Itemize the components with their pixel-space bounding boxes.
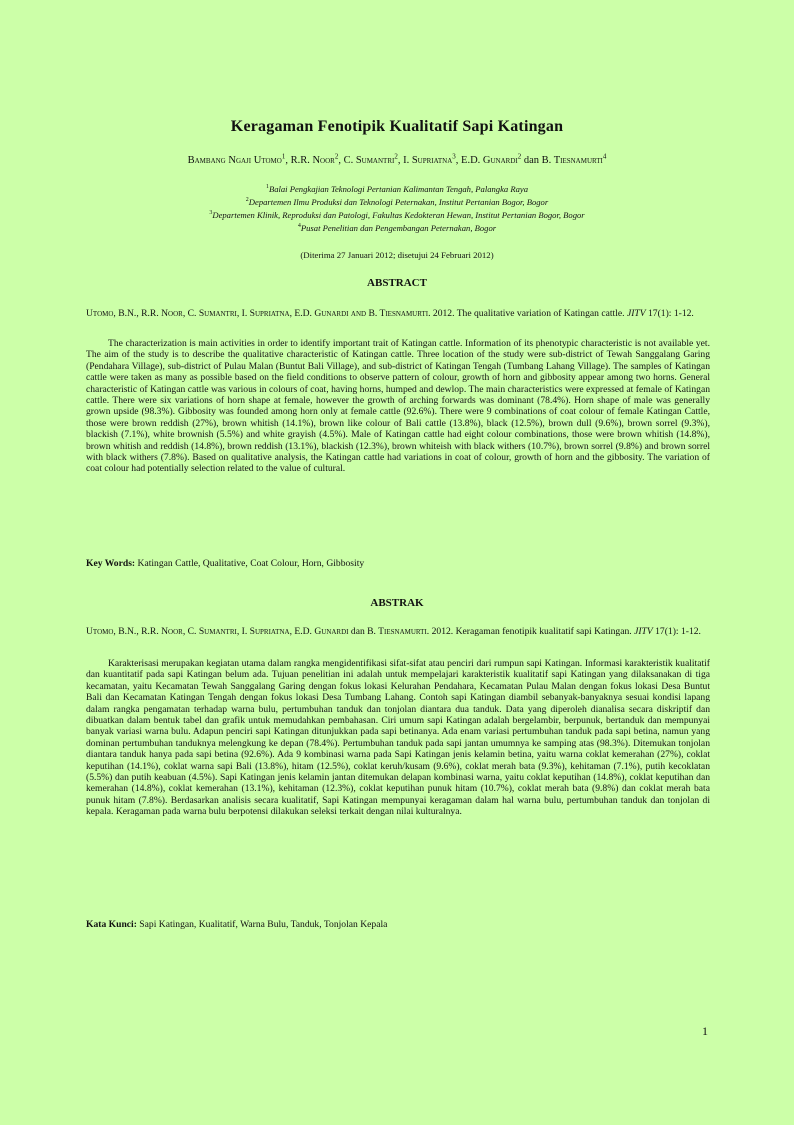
abstrak-citation: Utomo, B.N., R.R. Noor, C. Sumantri, I. Supriatna, E.D. Gunardi dan B. Tiesnamurti. 2012. Keragaman fenotipik kualitatif sapi Katingan. JITV 17(1): 1-12. [86,626,701,637]
affiliation-list [0,182,794,234]
abstract-body: The characterization is main activities in order to identify important trait of Katingan cattle. Information of its phenotypic characteristic is not available yet. The aim of the study is to describe the qualitative characteristic of Katingan cattle. Three location of the study were sub-district of Tewah Sanggalang Garing (Pendahara Village), sub-district of Pulau Malan (Buntut Bali Village), and sub-district of Katingan Tengah (Tumbang Lahang Village). The samples of Katingan cattle were taken as many as possible based on the field conditions to observe pattern of colour, growth of horn and gibbosity appear among two horns. General characteristic of Katingan cattle was various in colours of coat, having horns, humped and dewlop. The main characteristics were expressed at female of Katingan cattle. There were six variations of horn shape at female, however the growth of arching forwards was dominant (78.4%). Horn shape of male was generally grown upside (98.3%). Gibbosity was founded among horn only at female cattle (92.6%). There were 9 combinations of coat colour of female Katingan Cattle, those were brown reddish (27%), brown whitish (14.1%), brown like colour of Bali cattle (13.8%), black (12.5%), brown dull (9.6%), brown sorrel (9.3%), blackish (7.1%), white brownish (5.5%) and white grayish (4.5%). Male of Katingan cattle had eight colour combinations, those were brown whitish (14.8%), brown whitish and reddish (14.8%), brown reddish (13.1%), blackish (12.3%), brown whiteish with black withers (10.7%), brown sorrel (9.8%) and brown sorrel with black withers (7.8%). Based on qualitative analysis, the Katingan cattle had variations in coat of colour, growth of horn and the gibbosity. The variation of coat colour had potentially selection related to the value of cultural. [86,338,710,475]
received-dates: (Diterima 27 Januari 2012; disetujui 24 Februari 2012) [300,250,494,260]
affiliation: $^1$Balai Pengkajian Teknologi Pertanian Kalimantan Tengah, Palangka Raya [265,183,529,194]
abstrak-keywords: Kata Kunci: Sapi Katingan, Kualitatif, Warna Bulu, Tanduk, Tonjolan Kepala [86,919,388,930]
abstract-citation: Utomo, B.N., R.R. Noor, C. Sumantri, I. Supriatna, E.D. Gunardi and B. Tiesnamurti. 2012. The qualitative variation of Katingan cattle. JITV 17(1): 1-12. [86,308,694,319]
paper-title: Keragaman Fenotipik Kualitatif Sapi Katingan [230,118,564,135]
author: Bambang Ngaji Utomo$^1$, [187,152,291,166]
author: C. Sumantri$^2$, [343,152,404,166]
page-number: 1 [702,1024,708,1038]
author-list [0,152,794,166]
abstrak-heading: ABSTRAK [370,597,424,609]
abstract-keywords: Key Words: Katingan Cattle, Qualitative, Coat Colour, Horn, Gibbosity [86,558,365,569]
author: I. Supriatna$^3$, [403,152,462,166]
abstract-heading: ABSTRACT [367,277,427,289]
author: R.R. Noor$^2$, [290,152,344,166]
author: B. Tiesnamurti$^4$ [541,152,607,166]
affiliation: $^2$Departemen Ilmu Produksi dan Teknologi Peternakan, Institut Pertanian Bogor, Bogor [245,196,549,207]
affiliation: $^4$Pusat Penelitian dan Pengembangan Peternakan, Bogor [297,223,497,234]
author: E.D. Gunardi$^2$ dan [461,152,542,166]
abstrak-body: Karakterisasi merupakan kegiatan utama dalam rangka mengidentifikasi sifat-sifat atau penciri dari rumpun sapi Katingan. Informasi karakteristik kualitatif dan kuantitatif pada sapi Katingan belum ada. Tujuan penelitian ini adalah untuk mempelajari karakteristik kualitatif sapi Katingan yang dilaksanakan di tiga kecamatan, yaitu Kecamatan Tewah Sanggalang Garing dengan fokus lokasi Kelurahan Pendahara, Kecamatan Pulau Malan dengan fokus lokasi Desa Buntut Bali dan Kecamatan Katingan Tengah dengan fokus lokasi Desa Tumbang Lahang. Contoh sapi Katingan diambil sebanyak-banyaknya sesuai kondisi lapang dalam rangka pengamatan terhadap warna bulu, pertumbuhan tanduk dan tonjolan diantara dua tanduk. Data yang diperoleh dianalisa secara diskriptif dan dibuatkan dalam bentuk tabel dan grafik untuk memudahkan pembahasan. Ciri umum sapi Katingan adalah bergelambir, berpunuk, bertanduk dan mempunyai banyak variasi warna bulu. Adapun penciri sapi Katingan ditunjukkan pada sapi betinanya. Ada enam variasi pertumbuhan tanduk pada sapi betina, namun yang dominan pertumbuhan tanduknya melengkung ke depan (78.4%). Pertumbuhan tanduk pada sapi jantan umumnya ke samping atas (98.3%). Ditemukan tonjolan diantara tanduk hanya pada sapi betina (92.6%). Ada 9 kombinasi warna pada Sapi Katingan jenis kelamin betina, yaitu warna coklat kemerahan (27%), coklat keputihan (14.1%), coklat warna sapi Bali (13.8%), hitam (12.5%), coklat keruh/kusam (9.6%), coklat merah bata (9.3%), kehitaman (7.1%), putih kecoklatan (5.5%) dan putih keabuan (4.5%). Sapi Katingan jenis kelamin jantan ditemukan delapan kombinasi warna, yaitu coklat keputihan (14.8%), coklat keputihan dan kemerahan (14.8%), coklat kemerahan (13.1%), kehitaman (12.3%), coklat keputihan punuk hitam (10.7%), coklat merah bata (9.8%) dan coklat merah bata punuk hitam (7.8%). Berdasarkan analisis secara kualitatif, Sapi Katingan mempunyai keragaman dalam hal warna bulu, pertumbuhan tanduk dan tonjolan di kepala. Keragaman pada warna bulu berpotensi dilakukan seleksi terkait dengan nilai kulturalnya. [86,658,710,818]
affiliation: $^3$Departemen Klinik, Reproduksi dan Patologi, Fakultas Kedokteran Hewan, Institut Pertanian Bogor, Bogor [209,209,585,220]
